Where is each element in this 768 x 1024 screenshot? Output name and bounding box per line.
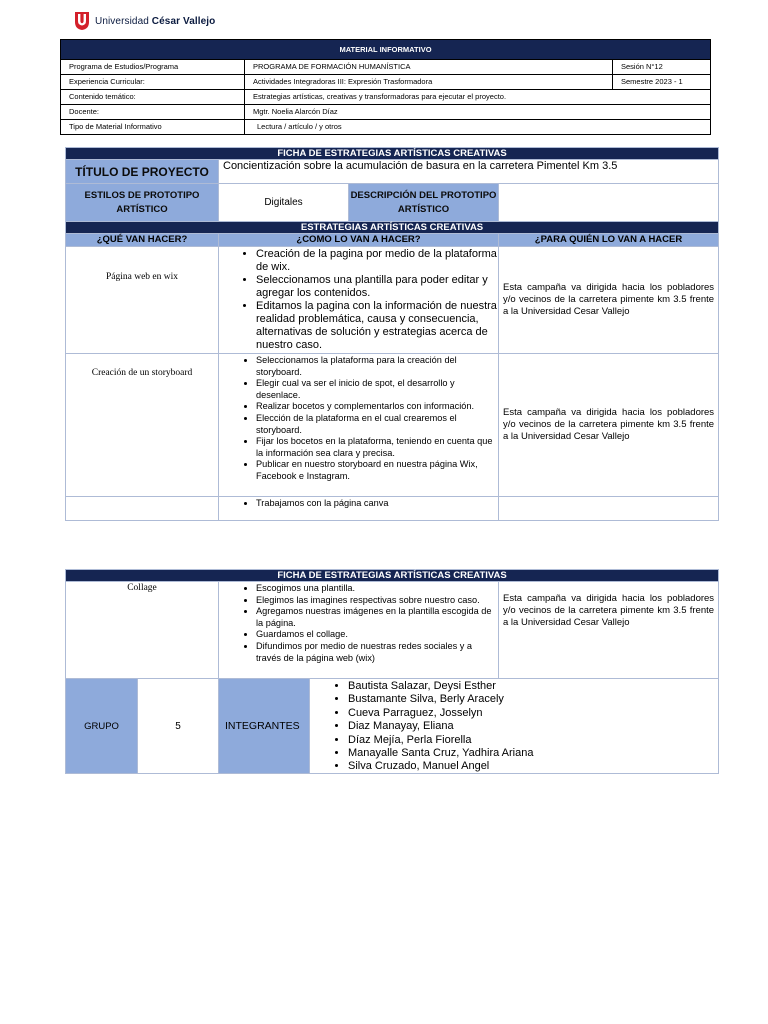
- group-label: GRUPO: [66, 679, 138, 774]
- info-label: Contenido temático:: [61, 90, 245, 105]
- strategy-sheet-2: [65, 569, 719, 774]
- list-item: • Realizar bocetos y complementarlos con información.: [256, 401, 497, 413]
- info-extra: Semestre 2023 - 1: [613, 75, 711, 90]
- steps-list: [220, 248, 497, 352]
- info-value: Mgtr. Noelia Alarcón Díaz: [245, 105, 711, 120]
- material-info-header: MATERIAL INFORMATIVO: [61, 40, 711, 60]
- col-header-how: ¿COMO LO VAN A HACER?: [219, 234, 499, 247]
- steps-list: [220, 355, 497, 483]
- members-list: [310, 680, 533, 773]
- activity-how: [219, 497, 499, 521]
- list-item: • Elección de la plataforma en el cual crearemos el storyboard.: [256, 413, 497, 436]
- info-label: Programa de Estudios/Programa: [61, 60, 245, 75]
- list-item: • Manayalle Santa Cruz, Yadhira Ariana: [348, 747, 533, 760]
- steps-list: [220, 498, 497, 510]
- activity-who: Esta campaña va dirigida hacia los pobladores y/o vecinos de la carretera pimente km 3.5 frente a la Universidad Cesar Vallejo: [499, 247, 719, 354]
- list-item: • Elegimos las imagines respectivas sobre nuestro caso.: [256, 595, 497, 607]
- list-item: • Difundimos por medio de nuestras redes sociales y a través de la página web (wix): [256, 641, 497, 664]
- info-value: Actividades Integradoras III: Expresión Trasformadora: [245, 75, 613, 90]
- col-header-what: ¿QUÉ VAN HACER?: [66, 234, 219, 247]
- col-header-who: ¿PARA QUIÉN LO VAN A HACER: [499, 234, 719, 247]
- list-item: • Bustamante Silva, Berly Aracely: [348, 693, 533, 706]
- table-row: [61, 90, 711, 105]
- university-name: Universidad César Vallejo: [95, 15, 216, 27]
- activity-what: Collage: [66, 582, 219, 679]
- steps-list: [220, 583, 497, 664]
- info-value: Estrategias artísticas, creativas y transformadoras para ejecutar el proyecto.: [245, 90, 711, 105]
- table-row: [66, 679, 719, 774]
- info-label: Tipo de Material Informativo: [61, 120, 245, 135]
- activity-who: Esta campaña va dirigida hacia los pobladores y/o vecinos de la carretera pimente km 3.5 frente a la Universidad Cesar Vallejo: [499, 582, 719, 679]
- list-item: • Trabajamos con la página canva: [256, 498, 497, 510]
- table-row: [66, 582, 719, 679]
- sheet-title-bar: FICHA DE ESTRATEGIAS ARTÍSTICAS CREATIVAS: [66, 570, 719, 582]
- activity-how: [219, 354, 499, 497]
- prototype-description-label: DESCRIPCIÓN DEL PROTOTIPO ARTÍSTICO: [349, 184, 499, 222]
- table-row: [66, 247, 719, 354]
- project-title-label: TÍTULO DE PROYECTO: [66, 160, 219, 184]
- list-item: • Guardamos el collage.: [256, 629, 497, 641]
- info-label: Docente:: [61, 105, 245, 120]
- list-item: • Seleccionamos una plantilla para poder editar y agregar los contenidos.: [256, 274, 497, 300]
- ucv-shield-icon: [75, 12, 89, 30]
- activity-what: Página web en wix: [66, 247, 219, 354]
- activity-how: [219, 247, 499, 354]
- info-label: Experiencia Curricular:: [61, 75, 245, 90]
- university-logo: [75, 12, 215, 30]
- info-extra: Sesión N°12: [613, 60, 711, 75]
- list-item: • Escogimos una plantilla.: [256, 583, 497, 595]
- table-row: [61, 105, 711, 120]
- list-item: • Diaz Manayay, Eliana: [348, 720, 533, 733]
- list-item: • Elegir cual va ser el inicio de spot, el desarrollo y desenlace.: [256, 378, 497, 401]
- activity-what: [66, 497, 219, 521]
- material-info-table: [60, 39, 711, 135]
- list-item: • Seleccionamos la plataforma para la creación del storyboard.: [256, 355, 497, 378]
- prototype-description-value: [499, 184, 719, 222]
- activity-how: [219, 582, 499, 679]
- activity-who: Esta campaña va dirigida hacia los pobladores y/o vecinos de la carretera pimente km 3.5 frente a la Universidad Cesar Vallejo: [499, 354, 719, 497]
- list-item: • Díaz Mejía, Perla Fiorella: [348, 734, 533, 747]
- table-row: [61, 75, 711, 90]
- table-row: [61, 60, 711, 75]
- members-label: INTEGRANTES: [219, 679, 310, 773]
- table-row: [66, 354, 719, 497]
- info-value: Lectura / artículo / y otros: [245, 120, 711, 135]
- list-item: • Cueva Parraguez, Josselyn: [348, 707, 533, 720]
- list-item: • Publicar en nuestro storyboard en nuestra página Wix, Facebook e Instagram.: [256, 459, 497, 482]
- activity-who: [499, 497, 719, 521]
- members-cell: [219, 679, 719, 774]
- list-item: • Fijar los bocetos en la plataforma, teniendo en cuenta que la información sea clara y precisa.: [256, 436, 497, 459]
- sheet-title-bar: FICHA DE ESTRATEGIAS ARTÍSTICAS CREATIVAS: [66, 148, 719, 160]
- activity-what: Creación de un storyboard: [66, 354, 219, 497]
- list-item: • Editamos la pagina con la información de nuestra realidad problemática, causa y consecuencia, alternativas de solución y estrategias acerca de nuestro caso.: [256, 300, 497, 352]
- strategies-bar: ESTRATEGIAS ARTÍSTICAS CREATIVAS: [66, 222, 719, 234]
- project-title-value: Concientización sobre la acumulación de basura en la carretera Pimentel Km 3.5: [219, 160, 719, 184]
- strategy-sheet-1: [65, 147, 719, 521]
- list-item: • Bautista Salazar, Deysi Esther: [348, 680, 533, 693]
- info-value: PROGRAMA DE FORMACIÓN HUMANÍSTICA: [245, 60, 613, 75]
- prototype-styles-label: ESTILOS DE PROTOTIPO ARTÍSTICO: [66, 184, 219, 222]
- table-row: [61, 120, 711, 135]
- table-row: [66, 497, 719, 521]
- prototype-styles-value: Digitales: [219, 184, 349, 222]
- list-item: • Creación de la pagina por medio de la plataforma de wix.: [256, 248, 497, 274]
- list-item: • Silva Cruzado, Manuel Angel: [348, 760, 533, 773]
- list-item: • Agregamos nuestras imágenes en la plantilla escogida de la página.: [256, 606, 497, 629]
- group-value: 5: [138, 679, 219, 774]
